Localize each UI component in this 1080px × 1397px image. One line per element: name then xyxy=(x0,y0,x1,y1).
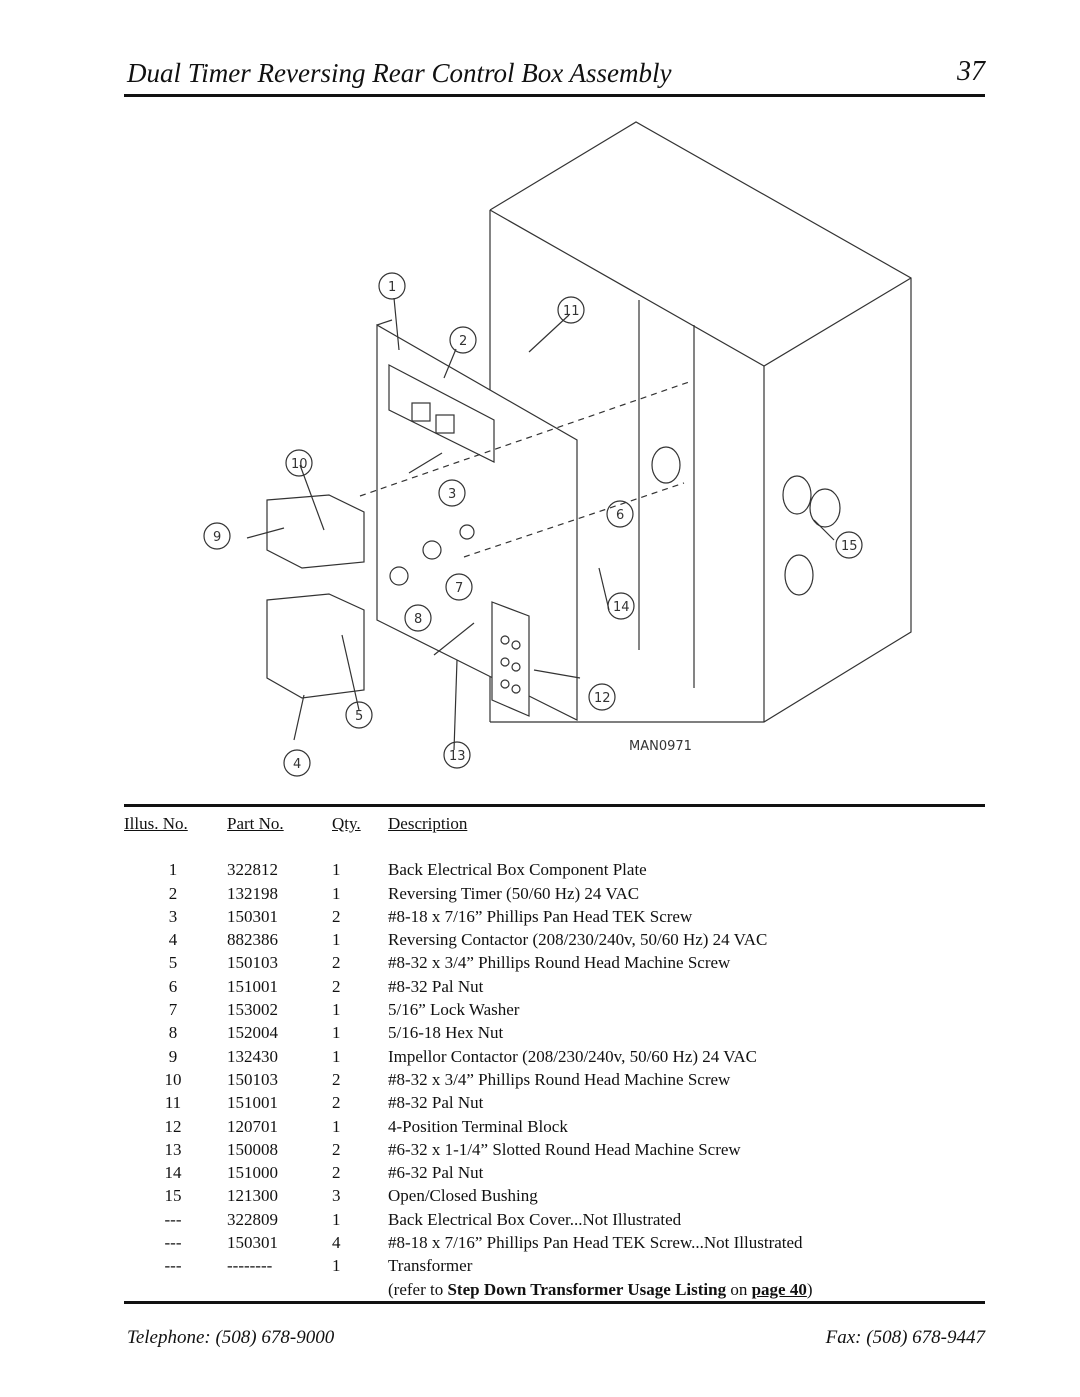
table-row xyxy=(124,1068,813,1091)
table-row xyxy=(124,1138,813,1161)
callout-11: 11 xyxy=(563,304,580,319)
cell-part: 132198 xyxy=(227,883,278,903)
callout-12: 12 xyxy=(594,691,611,706)
table-row xyxy=(124,1184,813,1207)
cell-illus: 3 xyxy=(168,906,178,926)
footer-telephone: Telephone: (508) 678-9000 xyxy=(127,1327,335,1348)
cell-illus: 10 xyxy=(164,1069,182,1089)
cell-illus: 11 xyxy=(164,1093,182,1113)
callout-13: 13 xyxy=(449,749,466,764)
cell-desc: #8-32 x 3/4” Phillips Round Head Machine Screw xyxy=(388,1069,731,1089)
cell-desc: 5/16” Lock Washer xyxy=(388,1000,520,1020)
cell-qty: 1 xyxy=(332,1023,341,1043)
cell-illus: 7 xyxy=(168,1000,178,1020)
cell-qty: 1 xyxy=(332,1116,341,1136)
page-title: Dual Timer Reversing Rear Control Box Assembly xyxy=(127,58,672,88)
callout-2: 2 xyxy=(459,334,468,349)
cell-part: 150301 xyxy=(227,906,278,926)
cell-desc: #8-18 x 7/16” Phillips Pan Head TEK Screw...Not Illustrated xyxy=(388,1233,803,1253)
table-row xyxy=(124,1045,813,1068)
table-row xyxy=(124,928,813,951)
cell-illus: 13 xyxy=(164,1139,182,1159)
cell-qty: 3 xyxy=(332,1186,341,1206)
cell-qty: 1 xyxy=(332,930,341,950)
table-row xyxy=(124,905,813,928)
cell-desc: Back Electrical Box Cover...Not Illustrated xyxy=(388,1209,682,1229)
cell-illus: 5 xyxy=(168,953,178,973)
callout-4: 4 xyxy=(293,757,302,772)
cell-qty: 1 xyxy=(332,1046,341,1066)
cell-qty: 1 xyxy=(332,860,341,880)
cell-part: 150008 xyxy=(227,1139,278,1159)
page-number: 37 xyxy=(957,56,985,87)
cell-qty: 2 xyxy=(332,1163,341,1183)
table-row xyxy=(124,951,813,974)
cell-part: 150103 xyxy=(227,1069,278,1089)
note-listing-title: Step Down Transformer Usage Listing xyxy=(447,1279,727,1299)
table-row xyxy=(124,1021,813,1044)
col-part: Part No. xyxy=(227,814,284,833)
table-top-rule xyxy=(124,804,985,807)
cell-desc: Transformer xyxy=(388,1256,473,1276)
cell-part: 322812 xyxy=(227,860,278,880)
cell-part: -------- xyxy=(227,1256,273,1276)
cell-part: 322809 xyxy=(227,1209,278,1229)
cell-qty: 2 xyxy=(332,953,341,973)
table-header-row xyxy=(124,812,813,858)
cell-illus: 2 xyxy=(168,883,178,903)
callout-8: 8 xyxy=(414,612,423,627)
cell-desc: Open/Closed Bushing xyxy=(388,1186,538,1206)
cell-desc: Back Electrical Box Component Plate xyxy=(388,860,647,880)
cell-desc: Impellor Contactor (208/230/240v, 50/60 Hz) 24 VAC xyxy=(388,1046,757,1066)
parts-table xyxy=(124,812,813,1301)
cell-qty: 2 xyxy=(332,906,341,926)
cell-illus: 8 xyxy=(168,1023,178,1043)
cell-desc: #8-32 x 3/4” Phillips Round Head Machine Screw xyxy=(388,953,731,973)
col-qty: Qty. xyxy=(332,814,361,833)
drawing-code: MAN0971 xyxy=(629,739,692,754)
cell-desc: Reversing Timer (50/60 Hz) 24 VAC xyxy=(388,883,640,903)
table-row xyxy=(124,882,813,905)
callout-10: 10 xyxy=(291,457,308,472)
cell-illus: 9 xyxy=(168,1046,178,1066)
cell-desc: 4-Position Terminal Block xyxy=(388,1116,568,1136)
cell-qty: 1 xyxy=(332,1209,341,1229)
cell-illus: --- xyxy=(164,1256,182,1276)
callout-14: 14 xyxy=(613,600,630,615)
cell-desc: 5/16-18 Hex Nut xyxy=(388,1023,504,1043)
cell-qty: 2 xyxy=(332,1139,341,1159)
cell-part: 150103 xyxy=(227,953,278,973)
table-bottom-rule xyxy=(124,1301,985,1304)
table-row xyxy=(124,998,813,1021)
cell-desc: #6-32 x 1-1/4” Slotted Round Head Machine Screw xyxy=(388,1139,741,1159)
cell-qty: 2 xyxy=(332,1069,341,1089)
cell-illus: 1 xyxy=(168,860,178,880)
cell-desc: #6-32 Pal Nut xyxy=(388,1163,484,1183)
cell-part: 882386 xyxy=(227,930,278,950)
cell-desc: #8-18 x 7/16” Phillips Pan Head TEK Screw xyxy=(388,906,693,926)
transformer-note: (refer to Step Down Transformer Usage Listing on page 40) xyxy=(388,1279,813,1299)
cell-desc: Reversing Contactor (208/230/240v, 50/60 Hz) 24 VAC xyxy=(388,930,768,950)
callout-15: 15 xyxy=(841,539,858,554)
cell-desc: #8-32 Pal Nut xyxy=(388,1093,484,1113)
table-row xyxy=(124,1254,813,1277)
page-link[interactable]: page 40 xyxy=(751,1279,807,1299)
cell-illus: 15 xyxy=(164,1186,182,1206)
cell-illus: 4 xyxy=(168,930,178,950)
table-row xyxy=(124,1231,813,1254)
cell-qty: 1 xyxy=(332,883,341,903)
assembly-diagram xyxy=(124,110,984,800)
cell-qty: 1 xyxy=(332,1256,341,1276)
cell-illus: --- xyxy=(164,1233,182,1253)
cell-qty: 4 xyxy=(332,1233,341,1253)
callout-9: 9 xyxy=(213,530,222,545)
table-row xyxy=(124,1208,813,1231)
cell-part: 153002 xyxy=(227,1000,278,1020)
header-rule xyxy=(124,94,985,97)
table-row xyxy=(124,1115,813,1138)
cell-qty: 2 xyxy=(332,976,341,996)
callout-3: 3 xyxy=(448,487,457,502)
table-row xyxy=(124,1091,813,1114)
cell-part: 151000 xyxy=(227,1163,278,1183)
cell-part: 120701 xyxy=(227,1116,278,1136)
callout-1: 1 xyxy=(388,280,397,295)
table-row xyxy=(124,858,813,881)
cell-illus: 6 xyxy=(168,976,178,996)
callout-6: 6 xyxy=(616,508,625,523)
table-row xyxy=(124,1161,813,1184)
col-illus: Illus. No. xyxy=(124,814,188,833)
footer-fax: Fax: (508) 678-9447 xyxy=(825,1327,985,1348)
cell-part: 151001 xyxy=(227,1093,278,1113)
callout-5: 5 xyxy=(355,709,364,724)
cell-desc: #8-32 Pal Nut xyxy=(388,976,484,996)
transformer-note-row xyxy=(124,1278,813,1301)
cell-illus: --- xyxy=(164,1209,182,1229)
cell-illus: 14 xyxy=(164,1163,182,1183)
cell-part: 152004 xyxy=(227,1023,278,1043)
callout-7: 7 xyxy=(455,581,464,596)
cell-illus: 12 xyxy=(164,1116,182,1136)
cell-qty: 1 xyxy=(332,1000,341,1020)
table-row xyxy=(124,975,813,998)
cell-qty: 2 xyxy=(332,1093,341,1113)
cell-part: 132430 xyxy=(227,1046,278,1066)
cell-part: 151001 xyxy=(227,976,278,996)
col-desc: Description xyxy=(388,814,468,833)
cell-part: 150301 xyxy=(227,1233,278,1253)
cell-part: 121300 xyxy=(227,1186,278,1206)
